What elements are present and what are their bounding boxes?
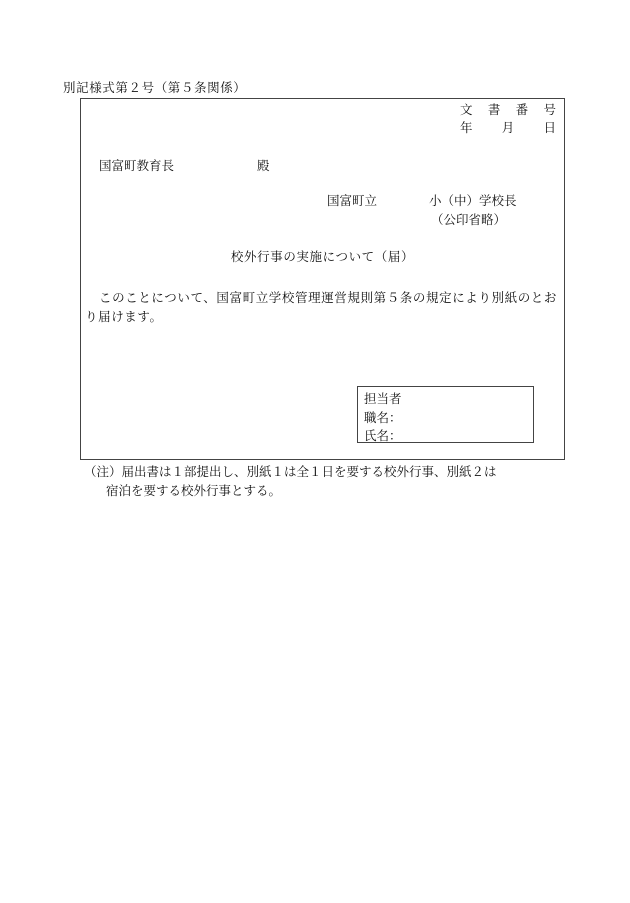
sender-school: 小（中）学校長 — [429, 193, 517, 208]
document-number-char: 号 — [543, 102, 556, 117]
date-month-char: 月 — [501, 120, 515, 135]
document-number-char: 番 — [515, 102, 529, 117]
footnote — [84, 463, 554, 500]
contact-person-label: 担当者 — [364, 391, 402, 406]
document-number-char: 文 — [460, 102, 473, 117]
date-day-char: 日 — [543, 120, 556, 135]
addressee-honorific: 殿 — [257, 158, 270, 173]
date-year-char: 年 — [460, 120, 473, 135]
form-label: 別記様式第２号（第５条関係） — [63, 80, 247, 95]
addressee-title: 国富町教育長 — [99, 158, 175, 173]
notification-form-frame — [80, 98, 565, 460]
date-label — [460, 122, 556, 135]
document-number-char: 書 — [487, 102, 501, 117]
sender-town: 国富町立 — [327, 193, 378, 208]
seal-omitted-note: （公印省略） — [431, 212, 507, 227]
contact-position-label: 職名： — [364, 409, 402, 425]
footnote-line-2: 宿泊を要する校外行事とする。 — [106, 482, 282, 498]
contact-box — [357, 386, 534, 443]
body-paragraph: このことについて、国富町立学校管理運営規則第５条の規定により別紙のとおり届けます。 — [85, 290, 558, 324]
document-number-label — [460, 104, 556, 117]
footnote-line-1: （注）届出書は１部提出し、別紙１は全１日を要する校外行事、別紙２は — [84, 464, 497, 479]
document-subject: 校外行事の実施について（届） — [230, 249, 415, 264]
contact-name-label: 氏名： — [364, 428, 402, 443]
